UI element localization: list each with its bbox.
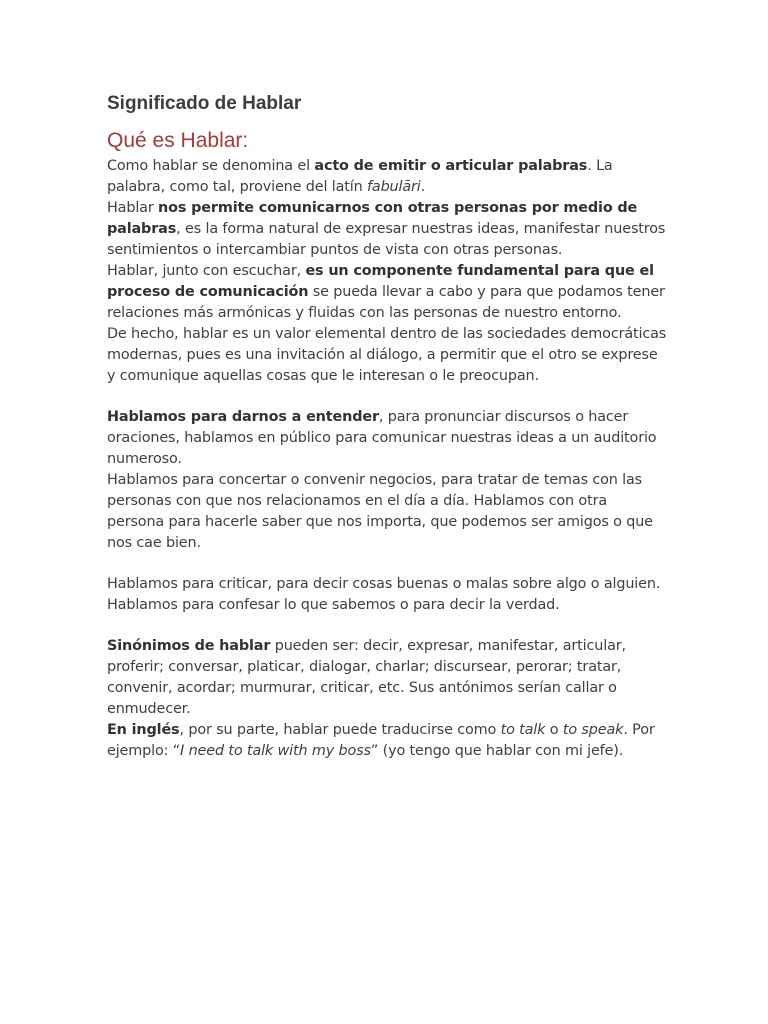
text-run: ” (yo tengo que hablar con mi jefe). xyxy=(370,743,624,759)
paragraph xyxy=(107,636,667,720)
paragraph xyxy=(107,470,667,554)
bold-text: es un componente fundamental para que el proceso de comunicación xyxy=(107,263,654,300)
text-run: . Por ejemplo: “ xyxy=(107,722,655,759)
bold-text: Sinónimos de hablar xyxy=(107,638,271,654)
bold-text: En inglés xyxy=(107,722,180,738)
italic-text: fabulāri xyxy=(366,179,421,195)
paragraph xyxy=(107,156,667,198)
text-run: . xyxy=(420,179,426,195)
paragraph xyxy=(107,261,667,324)
text-run: , es la forma natural de expresar nuestras ideas, manifestar nuestros sentimientos o intercambiar puntos de vista con otras personas. xyxy=(107,221,666,258)
text-run: . La palabra, como tal, proviene del latín xyxy=(107,158,613,195)
bold-text: Hablamos para darnos a entender xyxy=(107,409,379,425)
italic-text: I need to talk with my boss xyxy=(180,743,371,759)
paragraph xyxy=(107,574,667,595)
text-run: pueden ser: decir, expresar, manifestar, articular, proferir; conversar, platicar, dialogar, charlar; discursear, perorar; tratar, convenir, acordar; murmurar, criticar, etc. Sus antónimos serían callar o enmudecer. xyxy=(107,638,626,717)
paragraph xyxy=(107,595,667,616)
text-run: , para pronunciar discursos o hacer oraciones, hablamos en público para comunicar nuestras ideas a un auditorio numeroso. xyxy=(107,409,657,467)
text-run: , por su parte, hablar puede traducirse como xyxy=(179,722,501,738)
block-spacer xyxy=(107,387,667,407)
text-run: Hablamos para confesar lo que sabemos o para decir la verdad. xyxy=(107,597,560,613)
text-run: o xyxy=(545,722,563,738)
bold-text: nos permite comunicarnos con otras personas por medio de palabras xyxy=(107,200,638,237)
text-run: Como hablar se denomina el xyxy=(107,158,315,174)
italic-text: to speak xyxy=(562,722,624,738)
text-run: Hablar, junto con escuchar, xyxy=(107,263,306,279)
text-run: De hecho, hablar es un valor elemental dentro de las sociedades democráticas modernas, pues es una invitación al diálogo, a permitir que el otro se exprese y comunique aquellas cosas que le interesan o le preocupan. xyxy=(107,326,667,384)
paragraph xyxy=(107,324,667,387)
document-page xyxy=(107,92,667,762)
paragraph xyxy=(107,407,667,470)
paragraph xyxy=(107,720,667,762)
text-run: Hablamos para concertar o convenir negocios, para tratar de temas con las personas con que nos relacionamos en el día a día. Hablamos con otra persona para hacerle saber que nos importa, que podemos ser amigos o que nos cae bien. xyxy=(107,472,653,551)
italic-text: to talk xyxy=(500,722,546,738)
text-run: se pueda llevar a cabo y para que podamos tener relaciones más armónicas y fluidas con las personas de nuestro entorno. xyxy=(107,284,665,321)
text-run: Hablar xyxy=(107,200,159,216)
article-body xyxy=(107,156,667,762)
bold-text: acto de emitir o articular palabras xyxy=(314,158,588,174)
block-spacer xyxy=(107,554,667,574)
page-title: Significado de Hablar xyxy=(107,93,302,114)
paragraph xyxy=(107,198,667,261)
text-run: Hablamos para criticar, para decir cosas buenas o malas sobre algo o alguien. xyxy=(107,576,661,592)
section-heading: Qué es Hablar: xyxy=(107,129,249,152)
block-spacer xyxy=(107,616,667,636)
